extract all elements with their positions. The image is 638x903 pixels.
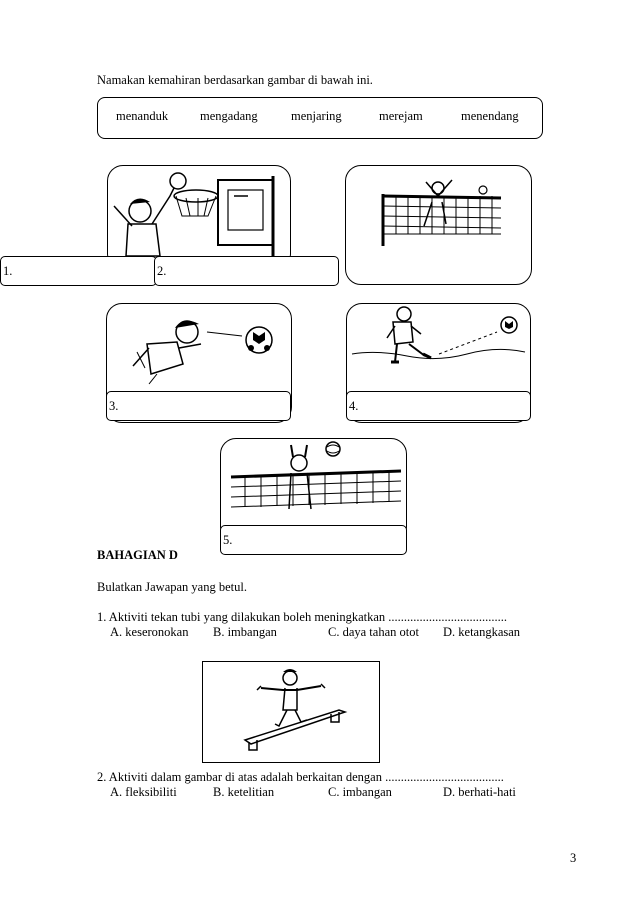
answer-number: 4.: [349, 399, 359, 413]
question-2-option-a[interactable]: A. fleksibiliti: [110, 785, 177, 799]
question-2-option-b[interactable]: B. ketelitian: [213, 785, 275, 799]
section-c-instruction: Namakan kemahiran berdasarkan gambar di bawah ini.: [97, 73, 373, 87]
answer-box-2[interactable]: [154, 256, 339, 286]
answer-number: 3.: [109, 399, 119, 413]
picture-frame-1: [107, 165, 291, 270]
word-bank-item: mengadang: [200, 109, 258, 123]
answer-box-3[interactable]: [106, 391, 291, 421]
page-number: 3: [570, 851, 577, 865]
question-1-option-d[interactable]: D. ketangkasan: [443, 625, 521, 639]
word-bank-item: menendang: [461, 109, 519, 123]
question-1-option-c[interactable]: C. daya tahan otot: [328, 625, 419, 639]
volleyball-net-jump-icon: [346, 166, 531, 284]
answer-box-4[interactable]: [346, 391, 531, 421]
answer-box-1[interactable]: [0, 256, 157, 286]
word-bank-item: menjaring: [291, 109, 342, 123]
word-bank-item: merejam: [379, 109, 423, 123]
section-d-heading: BAHAGIAN D: [97, 548, 178, 562]
question-1-option-a[interactable]: A. keseronokan: [110, 625, 189, 639]
balance-beam-icon: [203, 662, 379, 762]
answer-box-5[interactable]: [220, 525, 407, 555]
section-d-instruction: Bulatkan Jawapan yang betul.: [97, 580, 247, 594]
question-2-option-c[interactable]: C. imbangan: [328, 785, 392, 799]
balance-beam-frame: [202, 661, 380, 763]
question-2-option-d[interactable]: D. berhati-hati: [443, 785, 516, 799]
answer-number: 5.: [223, 533, 233, 547]
answer-number: 2.: [157, 264, 167, 278]
basketball-shot-icon: [108, 166, 290, 269]
word-bank: [97, 97, 543, 139]
question-2-text: 2. Aktiviti dalam gambar di atas adalah berkaitan dengan ......................................: [97, 770, 504, 784]
answer-number: 1.: [3, 264, 13, 278]
question-1-text: 1. Aktiviti tekan tubi yang dilakukan boleh meningkatkan ......................................: [97, 610, 508, 624]
word-bank-item: menanduk: [116, 109, 169, 123]
question-1-option-b[interactable]: B. imbangan: [213, 625, 277, 639]
picture-frame-2: [345, 165, 532, 285]
